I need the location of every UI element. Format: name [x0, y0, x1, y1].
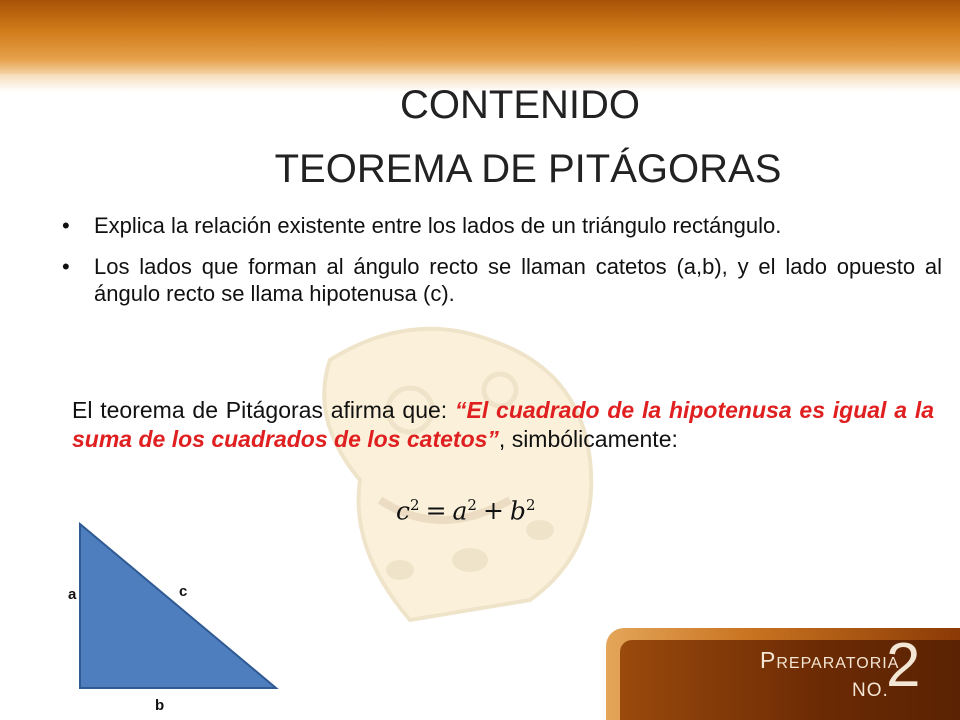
formula-exp: 2 — [525, 496, 536, 514]
bullet-item — [62, 253, 942, 307]
pythagoras-formula — [396, 496, 535, 525]
bullet-list — [62, 212, 942, 321]
right-triangle-diagram — [76, 520, 286, 692]
theorem-paragraph — [72, 396, 934, 454]
page-title-line1: CONTENIDO — [400, 83, 640, 127]
triangle-label-c: c — [179, 583, 188, 600]
school-logo-text-preparatoria: Preparatoria — [760, 647, 900, 673]
theorem-intro: El teorema de Pitágoras afirma que: — [72, 397, 455, 423]
triangle-label-a: a — [68, 586, 77, 603]
formula-plus: + — [482, 496, 504, 526]
jaguar-watermark-icon — [290, 300, 630, 630]
formula-c: c — [396, 496, 411, 526]
bullet-dot-icon: • — [62, 254, 70, 279]
theorem-quote: “El cuadrado de la hipotenusa es igual a la suma de los cuadrados de los catetos” — [72, 397, 934, 452]
right-triangle-shape — [80, 524, 276, 688]
page-title-line2: TEOREMA DE PITÁGORAS — [274, 147, 782, 191]
formula-exp: 2 — [410, 496, 420, 514]
school-logo-number: 2 — [886, 631, 921, 700]
triangle-label-b: b — [155, 697, 165, 714]
formula-exp: 2 — [467, 496, 477, 514]
formula-equals: = — [425, 496, 447, 526]
bullet-text: Los lados que forman al ángulo recto se llaman catetos (a,b), y el lado opuesto al ángulo recto se llama hipotenusa (c). — [94, 254, 942, 306]
formula-b: b — [509, 496, 526, 526]
bullet-text: Explica la relación existente entre los lados de un triángulo rectángulo. — [94, 213, 782, 238]
bullet-dot-icon: • — [62, 213, 70, 238]
formula-a: a — [452, 496, 468, 526]
school-logo-text-no: NO. — [852, 680, 889, 701]
header-bar — [0, 0, 960, 74]
bullet-item — [62, 212, 942, 239]
theorem-outro: , simbólicamente: — [498, 426, 678, 452]
